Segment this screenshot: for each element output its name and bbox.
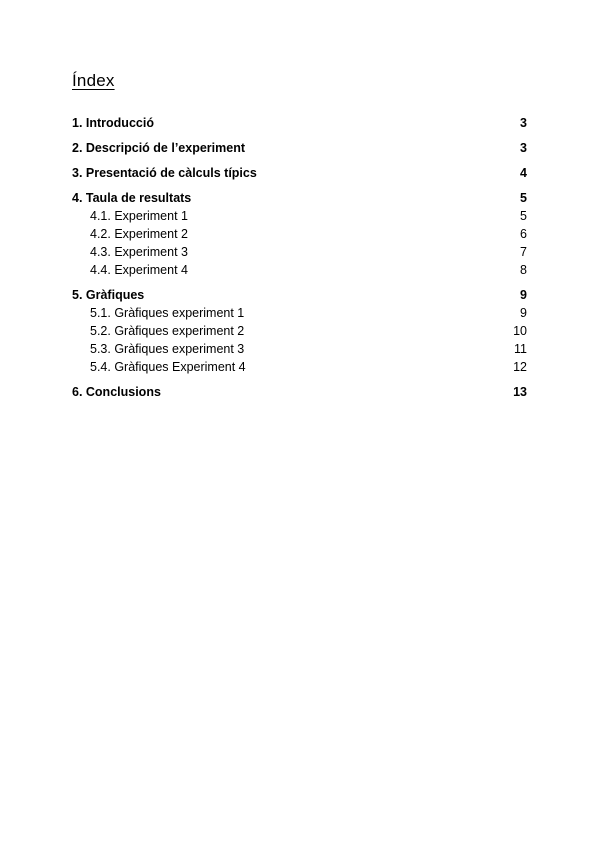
toc-entry-label: 3. Presentació de càlculs típics (72, 166, 257, 180)
page-title: Índex (72, 71, 115, 90)
toc-entry-grafiques-4[interactable] (72, 358, 527, 376)
toc-entry-page: 8 (520, 263, 527, 277)
toc-entry-page: 6 (520, 227, 527, 241)
toc-entry-page: 5 (520, 209, 527, 223)
toc-entry-label: 5.3. Gràfiques experiment 3 (90, 342, 245, 356)
toc-entry-label: 6. Conclusions (72, 385, 161, 399)
toc-entry-page: 11 (514, 342, 527, 356)
toc-entry-page: 3 (520, 116, 527, 130)
toc-entry-introduccio[interactable] (72, 114, 527, 132)
toc-entry-page: 5 (520, 191, 527, 205)
toc-entry-page: 3 (520, 141, 527, 155)
toc-entry-label: 5. Gràfiques (72, 288, 145, 302)
toc-entry-page: 9 (520, 288, 527, 302)
toc-entry-experiment-3[interactable] (72, 243, 527, 261)
toc-entry-page: 13 (513, 385, 527, 399)
toc-entry-grafiques-2[interactable] (72, 322, 527, 340)
toc-entry-page: 7 (520, 245, 527, 259)
toc-entry-page: 9 (520, 306, 527, 320)
toc-entry-experiment-4[interactable] (72, 261, 527, 279)
toc-entry-label: 4.1. Experiment 1 (90, 209, 188, 223)
toc-entry-experiment-1[interactable] (72, 207, 527, 225)
toc-entry-label: 5.2. Gràfiques experiment 2 (90, 324, 245, 338)
toc-entry-label: 4.3. Experiment 3 (90, 245, 188, 259)
toc-entry-label: 2. Descripció de l’experiment (72, 141, 245, 155)
toc-entry-label: 5.4. Gràfiques Experiment 4 (90, 360, 246, 374)
toc-entry-page: 4 (520, 166, 527, 180)
toc-entry-label: 1. Introducció (72, 116, 154, 130)
toc-entry-grafiques-1[interactable] (72, 304, 527, 322)
toc-entry-label: 4.2. Experiment 2 (90, 227, 188, 241)
toc-entry-taula[interactable] (72, 189, 527, 207)
toc-entry-page: 10 (513, 324, 527, 338)
table-of-contents (72, 114, 527, 401)
toc-entry-conclusions[interactable] (72, 383, 527, 401)
toc-entry-grafiques[interactable] (72, 286, 527, 304)
toc-entry-label: 4. Taula de resultats (72, 191, 192, 205)
toc-entry-label: 4.4. Experiment 4 (90, 263, 188, 277)
toc-entry-page: 12 (513, 360, 527, 374)
toc-entry-label: 5.1. Gràfiques experiment 1 (90, 306, 245, 320)
toc-entry-presentacio[interactable] (72, 164, 527, 182)
toc-entry-grafiques-3[interactable] (72, 340, 527, 358)
toc-entry-descripcio[interactable] (72, 139, 527, 157)
toc-entry-experiment-2[interactable] (72, 225, 527, 243)
